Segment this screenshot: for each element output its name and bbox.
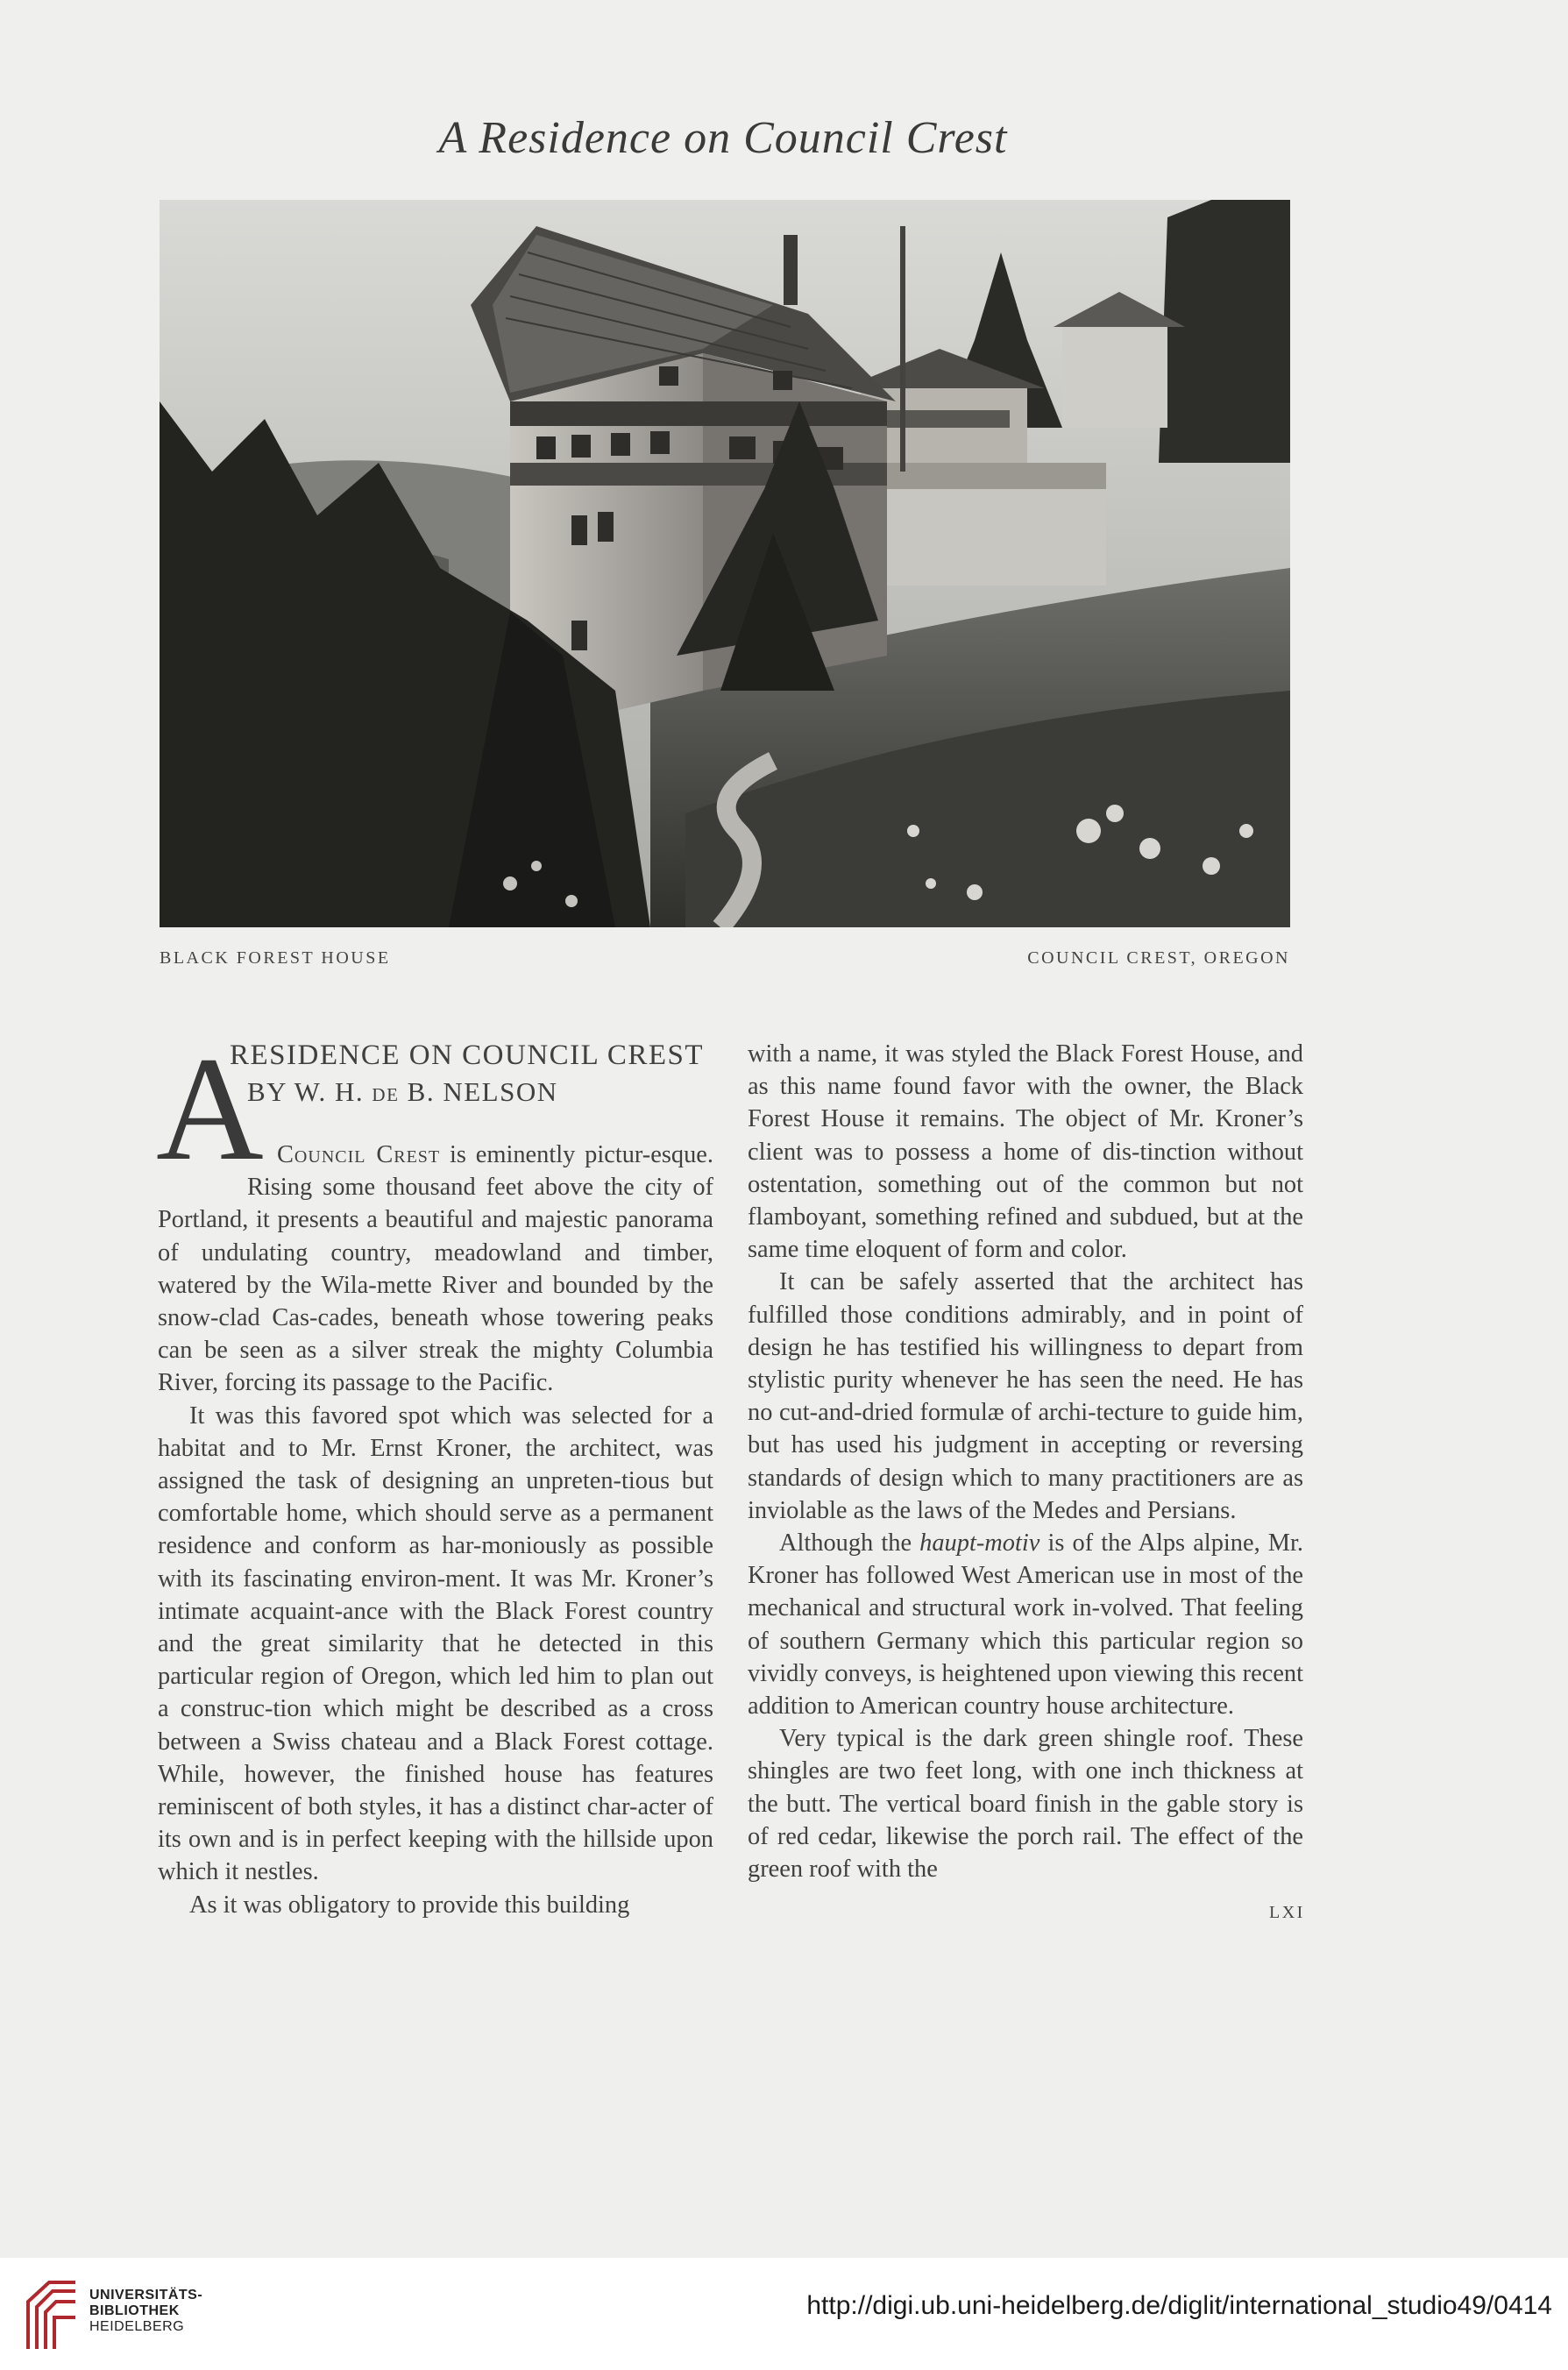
university-library-logo-icon [23, 2275, 81, 2352]
byline-suffix: B. NELSON [407, 1076, 558, 1107]
plate-caption-title: BLACK FOREST HOUSE [160, 948, 391, 968]
r3-after: is of the Alps alpine, Mr. Kroner has followed West American use in most of the mechanical and structural work in-volved. That feeling of southern Germany which this particular region so vividly conveys, is heightened upon viewing this recent addition to American country house architecture. [748, 1529, 1304, 1721]
text-column-left [156, 1026, 713, 1919]
text-column-right [748, 1038, 1303, 1885]
byline-prefix: BY W. H. [247, 1076, 365, 1107]
r3-italic: haupt-motiv [919, 1529, 1040, 1558]
digitization-footer [0, 2258, 1568, 2370]
permalink-url[interactable]: http://digi.ub.uni-heidelberg.de/diglit/international_studio49/0414 [806, 2291, 1552, 2320]
page-folio: LXI [1269, 1903, 1305, 1922]
plate-caption-location: COUNCIL CREST, OREGON [1027, 948, 1290, 968]
library-name-line3: HEIDELBERG [89, 2319, 185, 2334]
library-name-line1: UNIVERSITÄTS- [89, 2288, 203, 2303]
drop-cap: A [156, 1026, 264, 1191]
byline-particle: DE [372, 1084, 400, 1105]
photograph-black-forest-house [160, 200, 1290, 927]
article-title: RESIDENCE ON COUNCIL CREST [230, 1040, 705, 1071]
paragraph-3: As it was obligatory to provide this building [189, 1891, 630, 1919]
byline [247, 1075, 558, 1112]
paragraph-2: It was this favored spot which was selected for a habitat and to Mr. Ernst Kroner, the architect, was assigned the task of designing an unpreten-tious but comfortable home, which should serve as a permanent residence and conform as har-moniously as possible with its fascinating environ-ment. It was Mr. Kroner’s intimate acquaint-ance with the Black Forest country and the great similarity that he detected in this particular region of Oregon, which led him to plan out a construc-tion which might be described as a cross between a Swiss chateau and a Black Forest cottage. While, however, the finished house has features reminiscent of both styles, it has a distinct char-acter of its own and is in perfect keeping with the hillside upon which it nestles. [158, 1401, 713, 1886]
library-name-line2: BIBLIOTHEK [89, 2303, 180, 2318]
lead-text: is eminently pictur-esque. Rising some thousand feet above the city of Portland, it presents a beautiful and majestic panorama of undulating country, meadowland and timber, watered by the Wila-mette River and bounded by the snow-clad Cas-cades, beneath whose towering peaks can be seen as a silver streak the mighty Columbia River, forcing its passage to the Pacific. [158, 1141, 713, 1397]
r3-before: Although the [779, 1529, 920, 1558]
lead-smallcaps: Council Crest [277, 1141, 441, 1168]
paragraph-r2: It can be safely asserted that the architect has fulfilled those conditions admirably, and in point of design he has testified his willingness to depart from stylistic purity whenever he has seen the need. He has no cut-and-dried formulæ of archi-tecture to guide him, but has used his judgment in accepting or reversing standards of design which to many practitioners are as inviolable as the laws of the Medes and Persians. [748, 1268, 1303, 1524]
paragraph-r3 [748, 1527, 1303, 1722]
paragraph-r4: Very typical is the dark green shingle roof. These shingles are two feet long, with one inch thickness at the butt. The vertical board finish in the gable story is of red cedar, likewise the porch rail. The effect of the green roof with the [748, 1725, 1303, 1884]
library-name [89, 2288, 202, 2335]
lead-paragraph-body [158, 1139, 713, 1921]
paragraph-r1: with a name, it was styled the Black Forest House, and as this name found favor with the owner, the Black Forest House it remains. The object of Mr. Kroner’s client was to possess a home of dis-tinction without ostentation, something out of the common but not flamboyant, something refined and subdued, but at the same time eloquent of form and color. [748, 1040, 1303, 1264]
running-head: A Residence on Council Crest [438, 113, 1008, 163]
